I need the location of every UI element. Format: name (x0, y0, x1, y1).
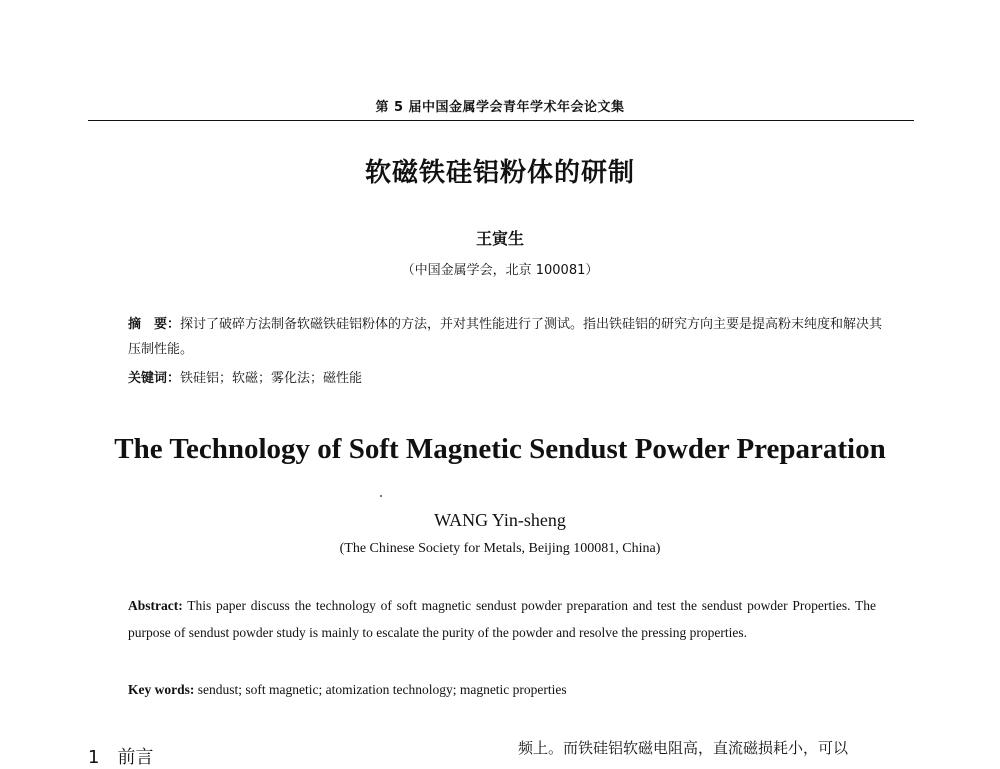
keywords-english-text: sendust; soft magnetic; atomization technology; magnetic properties (194, 682, 567, 697)
keywords-chinese (128, 366, 888, 391)
keywords-chinese-text: 铁硅铝；软磁；雾化法；磁性能 (180, 371, 363, 386)
keywords-english-label: Key words: (128, 682, 195, 697)
keywords-chinese-label: 关键词： (128, 371, 181, 386)
stray-dot (380, 495, 382, 497)
abstract-english (128, 592, 876, 646)
author-english: WANG Yin-sheng (434, 510, 566, 530)
keywords-english (128, 676, 876, 703)
title-chinese: 软磁铁硅铝粉体的研制 (364, 158, 635, 188)
author-chinese: 王寅生 (475, 229, 524, 248)
affiliation-english: (The Chinese Society for Metals, Beijing 100081, China) (339, 541, 661, 556)
title-english: The Technology of Soft Magnetic Sendust Powder Preparation (114, 433, 886, 465)
abstract-chinese (128, 312, 888, 362)
abstract-chinese-text: 探讨了破碎方法制备软磁铁硅铝粉体的方法，并对其性能进行了测试。指出铁硅铝的研究方向主要是提高粉末纯度和解决其压制性能。 (128, 317, 883, 357)
running-header: 第 5 届中国金属学会青年学术年会论文集 (375, 100, 625, 115)
header-rule (88, 120, 914, 121)
affiliation-chinese: （中国金属学会，北京 100081） (401, 263, 599, 278)
abstract-chinese-label: 摘 要： (128, 317, 181, 332)
abstract-english-label: Abstract: (128, 598, 183, 613)
body-text-right-column: 频上。而铁硅铝软磁电阻高，直流磁损耗小，可以 (518, 739, 849, 757)
abstract-english-text: This paper discuss the technology of soft magnetic sendust powder preparation and test the sendust powder Properties. The purpose of sendust powder study is mainly to escalate the purity of the powder and resolve the pressing properties. (128, 598, 876, 640)
section-heading-introduction: 1 前言 (88, 747, 154, 768)
